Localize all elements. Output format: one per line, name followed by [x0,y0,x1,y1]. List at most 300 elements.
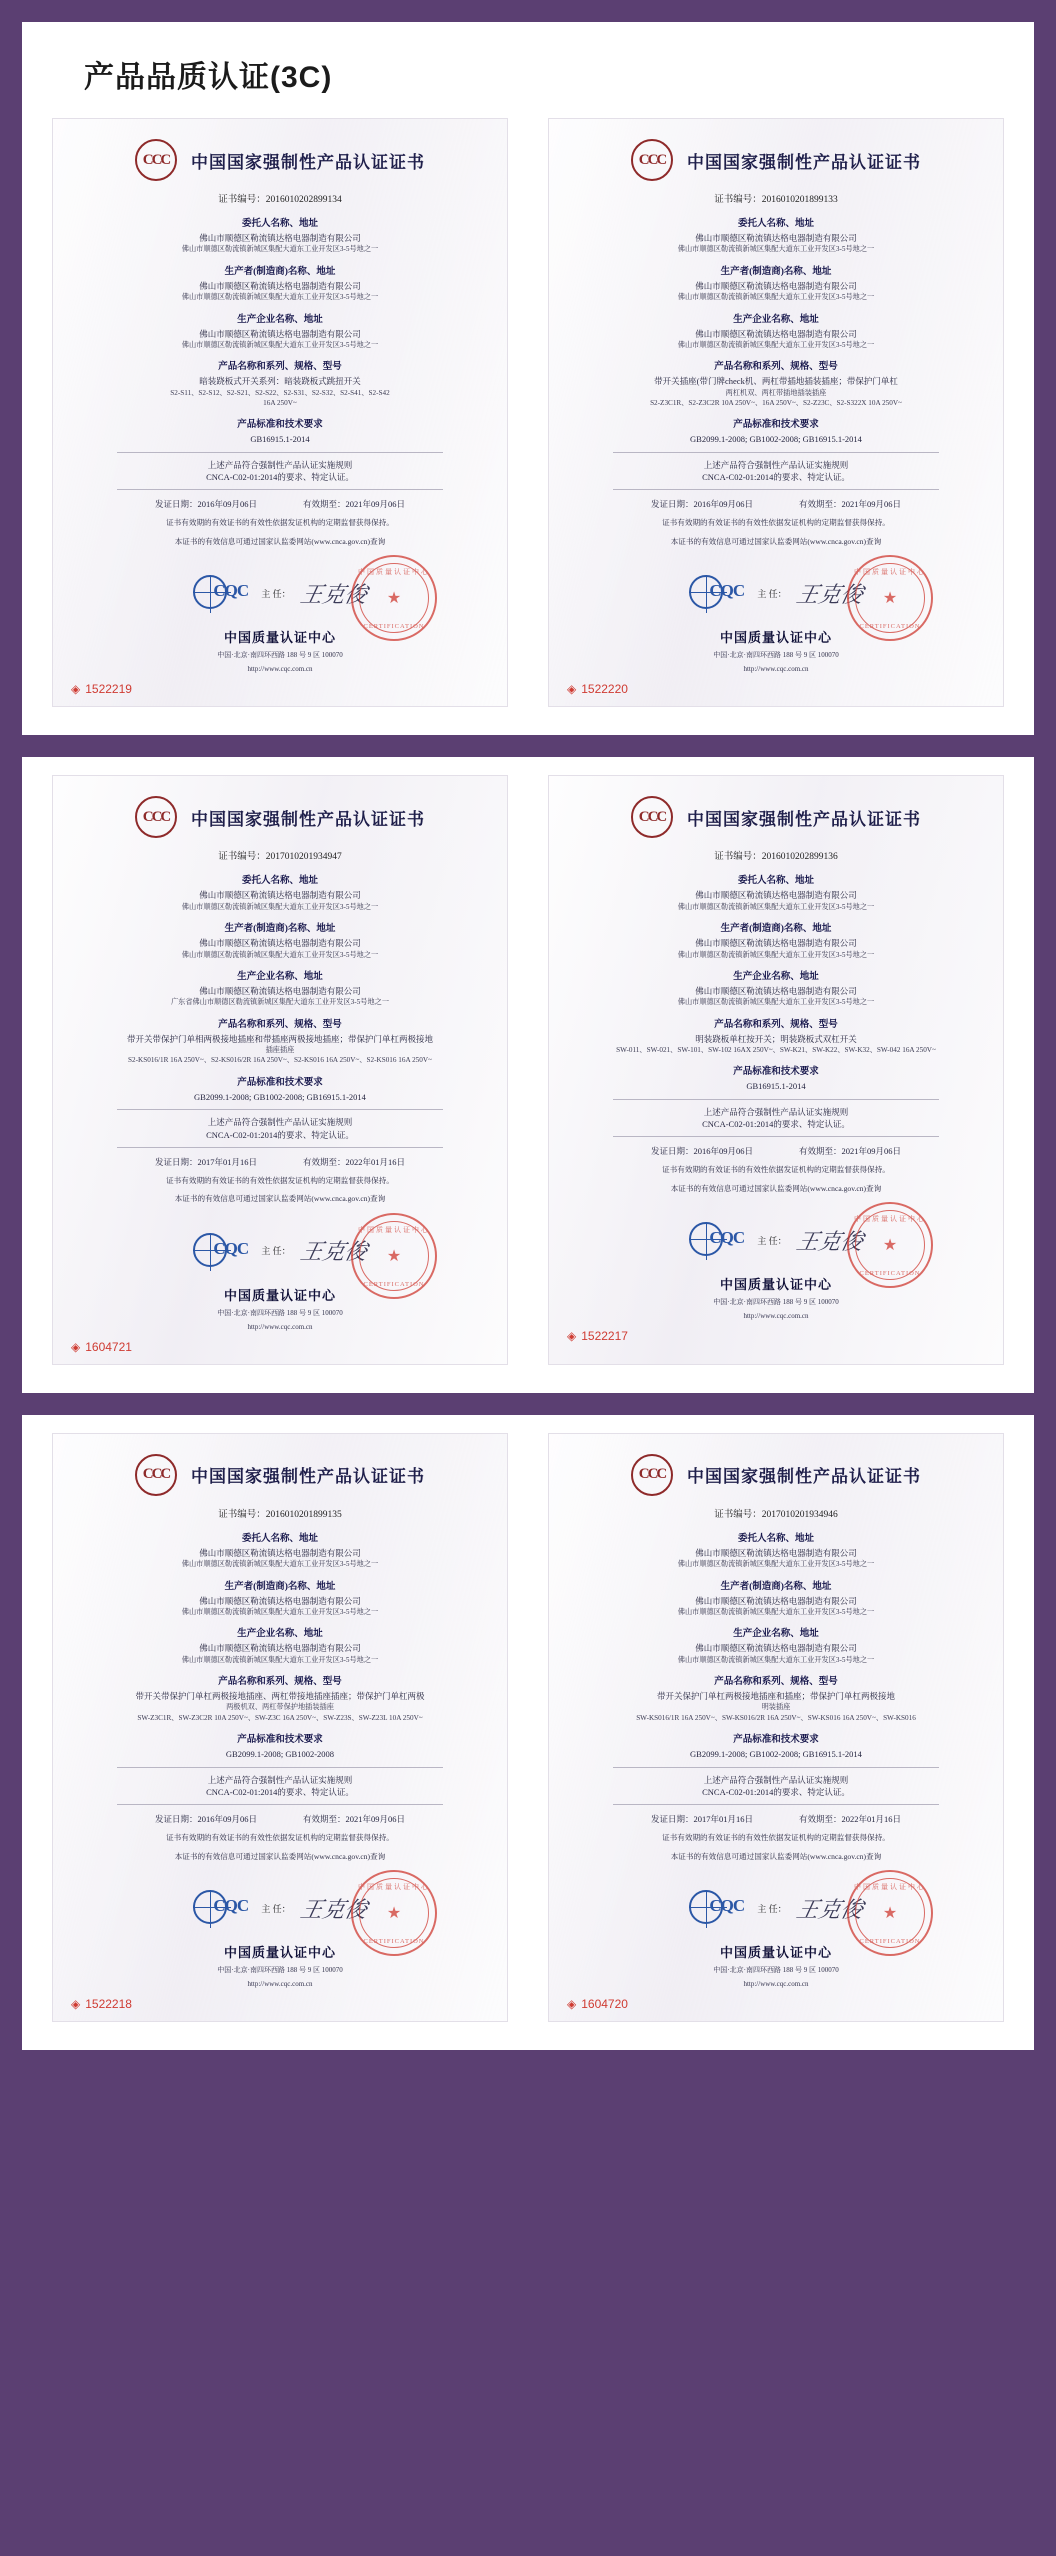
conformity-line-1: 上述产品符合强制性产品认证实施规则 [703,1774,849,1785]
note-line-1: 证书有效期的有效证书的有效性依据发证机构的定期监督获得保持。 [166,1175,394,1185]
factory-name: 佛山市顺德区勒流镇达格电器制造有限公司 [695,985,857,996]
applicant-label: 委托人名称、地址 [737,1533,814,1544]
manufacturer-address: 佛山市顺德区勒流镇新城区集配大道东工业开发区3-5号地之一 [181,950,379,959]
issue-date [155,1813,257,1825]
manufacturer-address: 佛山市顺德区勒流镇新城区集配大道东工业开发区3-5号地之一 [677,950,875,959]
certificate-card[interactable] [548,118,1004,707]
certificate-header [573,139,979,181]
manufacturer-address: 佛山市顺德区勒流镇新城区集配大道东工业开发区3-5号地之一 [677,1607,875,1616]
factory-address: 广东省佛山市顺德区勒流镇新城区集配大道东工业开发区3-5号地之一 [170,998,390,1007]
pin-icon: ◈ [71,1997,81,2012]
pin-icon: ◈ [71,682,81,697]
certificate-number-label: 证书编号： [714,1509,762,1520]
director-signature: 王克俊 [793,1228,866,1254]
issue-date [651,498,753,510]
note-line-2: 本证书的有效信息可通过国家认监委网站(www.cnca.gov.cn)查询 [174,536,386,546]
manufacturer-label: 生产者(制造商)名称、地址 [720,266,832,277]
certificate-card[interactable] [548,775,1004,1364]
valid-date-label: 有效期至： [303,1156,346,1167]
org-address-1: 中国·北京·南四环西路 188 号 9 区 100070 [217,651,343,660]
standard-value: GB16915.1-2014 [746,1081,806,1092]
factory-label: 生产企业名称、地址 [733,971,819,982]
org-website[interactable]: http://www.cqc.com.cn [247,665,313,674]
certificate-number-value: 2016010201899135 [265,1509,342,1520]
pin-icon: ◈ [567,1329,577,1344]
pin-icon: ◈ [567,682,577,697]
issue-date [155,1156,257,1168]
signature-area [573,1208,979,1278]
panel-row-2 [22,757,1034,1392]
issue-date [651,1145,753,1157]
factory-address: 佛山市顺德区勒流镇新城区集配大道东工业开发区3-5号地之一 [677,998,875,1007]
certificate-header [573,1454,979,1496]
date-row [573,1813,979,1825]
product-label: 产品名称和系列、规格、型号 [218,1677,342,1688]
org-website[interactable]: http://www.cqc.com.cn [743,665,809,674]
valid-date-label: 有效期至： [799,1146,842,1157]
director-label: 主 任： [757,1903,787,1914]
manufacturer-label: 生产者(制造商)名称、地址 [224,266,336,277]
product-line-3: S2-Z3C1R、S2-Z3C2R 10A 250V~、16A 250V~、S2-Z23C、S2-S322X 10A 250V~ [650,399,902,407]
product-line-3: S2-KS016/1R 16A 250V~、S2-KS016/2R 16A 250V~、S2-KS016 16A 250V~、S2-KS016 16A 250V~ [128,1056,432,1065]
org-website[interactable]: http://www.cqc.com.cn [247,1980,313,1989]
product-label: 产品名称和系列、规格、型号 [714,1677,838,1688]
product-line-2: 两极机双、两杠带保护地插装插座 [226,1703,334,1712]
valid-date [303,498,405,510]
director-label: 主 任： [261,1903,291,1914]
date-row [77,1156,483,1168]
certificate-number-value: 2017010201934946 [761,1509,838,1520]
certificate-caption [567,1329,985,1343]
issue-date-label: 发证日期： [154,1156,198,1167]
issue-date-value: 2016年09月06日 [693,1146,753,1157]
note-line-1: 证书有效期的有效证书的有效性依据发证机构的定期监督获得保持。 [662,518,890,528]
product-line-3: 16A 250V~ [263,399,297,407]
product-line-1: 带开关插座(带门牌check机、两杠带插地插装插座；带保护门单杠 [654,376,898,387]
applicant-address: 佛山市顺德区勒流镇新城区集配大道东工业开发区3-5号地之一 [181,245,379,254]
applicant-name: 佛山市顺德区勒流镇达格电器制造有限公司 [695,233,857,243]
page-title: 产品品质认证(3C) [84,61,333,94]
product-line-1: 暗装跷板式开关系列：暗装跷板式跳扭开关 [199,376,361,387]
factory-name: 佛山市顺德区勒流镇达格电器制造有限公司 [199,985,361,996]
product-line-1: 带开关带保护门单相两极接地插座和带插座两极接地插座；带保护门单杠两极接地 [126,1033,433,1044]
director-signature: 王克俊 [297,1239,370,1265]
certificate-caption-text: 1604720 [581,1997,628,2012]
applicant-label: 委托人名称、地址 [737,219,814,229]
valid-date [303,1813,405,1825]
certificate-title: 中国国家强制性产品认证证书 [687,809,921,829]
note-line-1: 证书有效期的有效证书的有效性依据发证机构的定期监督获得保持。 [166,518,394,528]
official-stamp-icon: 中国质量认证中心 ★ CERTIFICATION [351,1213,437,1299]
certificate-card[interactable] [52,118,508,707]
issue-date-value: 2016年09月06日 [693,499,753,510]
date-row [77,498,483,510]
stamp-bottom-text: CERTIFICATION [363,1280,425,1288]
certificate-number [77,848,483,862]
stamp-top-text: 中国质量认证中心 [358,1225,430,1234]
official-stamp-icon: 中国质量认证中心 ★ CERTIFICATION [351,1870,437,1956]
date-row [573,1145,979,1157]
cqc-logo-icon [193,1888,251,1928]
conformity-line-2: CNCA-C02-01:2014的要求、特定认证。 [702,1786,850,1797]
valid-date [799,1145,901,1157]
issuing-organization: 中国质量认证中心 [223,1287,336,1303]
stamp-bottom-text: CERTIFICATION [363,1938,425,1946]
standard-value: GB2099.1-2008; GB1002-2008; GB16915.1-2014 [690,1749,862,1760]
ccc-logo-icon: CCC [135,139,177,181]
manufacturer-name: 佛山市顺德区勒流镇达格电器制造有限公司 [695,938,857,949]
applicant-address: 佛山市顺德区勒流镇新城区集配大道东工业开发区3-5号地之一 [677,245,875,254]
conformity-line-1: 上述产品符合强制性产品认证实施规则 [207,1117,353,1128]
org-website[interactable]: http://www.cqc.com.cn [743,1312,809,1321]
conformity-line-2: CNCA-C02-01:2014的要求、特定认证。 [702,1119,850,1130]
certificate-caption-text: 1522217 [581,1329,628,1344]
certificate-title: 中国国家强制性产品认证证书 [687,152,921,172]
director-label: 主 任： [261,588,291,599]
org-address-1: 中国·北京·南四环西路 188 号 9 区 100070 [713,651,839,660]
certificate-number-label: 证书编号： [218,1509,266,1520]
valid-date-label: 有效期至： [303,499,346,510]
note-line-2: 本证书的有效信息可通过国家认监委网站(www.cnca.gov.cn)查询 [670,1183,882,1193]
cert-row-1 [52,118,1004,707]
divider [613,452,939,453]
manufacturer-address: 佛山市顺德区勒流镇新城区集配大道东工业开发区3-5号地之一 [677,293,875,302]
valid-date-label: 有效期至： [799,499,842,510]
certificate-number [573,191,979,205]
manufacturer-label: 生产者(制造商)名称、地址 [224,1581,336,1592]
director-label: 主 任： [261,1246,291,1257]
certificate-header [77,1454,483,1496]
cqc-logo-icon [689,1888,747,1928]
applicant-name: 佛山市顺德区勒流镇达格电器制造有限公司 [199,1547,361,1558]
stamp-top-text: 中国质量认证中心 [358,568,430,577]
certificate-card[interactable] [52,775,508,1364]
org-website[interactable]: http://www.cqc.com.cn [247,1322,313,1331]
panel-row-3 [22,1415,1034,2050]
divider [613,1136,939,1137]
standard-label: 产品标准和技术要求 [733,1735,819,1746]
applicant-name: 佛山市顺德区勒流镇达格电器制造有限公司 [695,890,857,901]
manufacturer-label: 生产者(制造商)名称、地址 [720,1581,832,1592]
cqc-logo-text: CQC [213,1238,249,1258]
applicant-label: 委托人名称、地址 [241,1533,318,1544]
certificate-header [573,796,979,838]
applicant-address: 佛山市顺德区勒流镇新城区集配大道东工业开发区3-5号地之一 [181,1560,379,1569]
cqc-logo-text: CQC [709,581,745,601]
stamp-top-text: 中国质量认证中心 [854,1215,926,1224]
cert-row-3 [52,1433,1004,2022]
conformity-line-1: 上述产品符合强制性产品认证实施规则 [207,459,353,470]
certificate-title: 中国国家强制性产品认证证书 [191,152,425,172]
applicant-label: 委托人名称、地址 [737,876,814,887]
note-line-1: 证书有效期的有效证书的有效性依据发证机构的定期监督获得保持。 [166,1833,394,1843]
certificate-caption [567,682,985,696]
certificate-number [77,191,483,205]
certificate-caption-text: 1604721 [85,1339,132,1354]
director-label: 主 任： [757,1235,787,1246]
cert-row-2 [52,775,1004,1364]
divider [613,1099,939,1100]
product-line-3: SW-KS016/1R 16A 250V~、SW-KS016/2R 16A 250V~、SW-KS016 16A 250V~、SW-KS016 [636,1713,916,1722]
divider [613,1804,939,1805]
certificate-number [573,848,979,862]
issue-date-label: 发证日期： [154,1814,198,1825]
stamp-bottom-text: CERTIFICATION [859,1938,921,1946]
divider [117,1767,443,1768]
manufacturer-label: 生产者(制造商)名称、地址 [720,924,832,935]
applicant-name: 佛山市顺德区勒流镇达格电器制造有限公司 [695,1547,857,1558]
product-line-2: 明装插座 [761,1703,791,1712]
factory-name: 佛山市顺德区勒流镇达格电器制造有限公司 [199,1643,361,1654]
stamp-bottom-text: CERTIFICATION [859,1270,921,1278]
product-line-2: 两杠机双、两杠带插地插装插座 [725,388,827,397]
product-line-3: SW-011、SW-021、SW-101、SW-102 16AX 250V~、SW-K21、SW-K22、SW-K32、SW-042 16A 250V~ [616,1046,936,1054]
note-line-1: 证书有效期的有效证书的有效性依据发证机构的定期监督获得保持。 [662,1833,890,1843]
issue-date-label: 发证日期： [650,1146,694,1157]
factory-address: 佛山市顺德区勒流镇新城区集配大道东工业开发区3-5号地之一 [677,1655,875,1664]
factory-name: 佛山市顺德区勒流镇达格电器制造有限公司 [695,328,857,339]
product-line-3: SW-Z3C1R、SW-Z3C2R 10A 250V~、SW-Z3C 16A 250V~、SW-Z23S、SW-Z23L 10A 250V~ [137,1713,423,1722]
certificate-title: 中国国家强制性产品认证证书 [191,1467,425,1487]
valid-date-value: 2022年01月16日 [345,1156,406,1167]
conformity-line-1: 上述产品符合强制性产品认证实施规则 [703,1106,849,1117]
certificate-caption-text: 1522220 [581,682,628,697]
standard-label: 产品标准和技术要求 [237,1077,323,1088]
issuing-organization: 中国质量认证中心 [223,1945,336,1961]
issue-date-label: 发证日期： [650,499,694,510]
certificate-number-label: 证书编号： [714,195,762,205]
conformity-line-1: 上述产品符合强制性产品认证实施规则 [207,1774,353,1785]
factory-address: 佛山市顺德区勒流镇新城区集配大道东工业开发区3-5号地之一 [181,340,379,349]
product-line-1: 带开关保护门单杠两极接地插座和插座；带保护门单杠两极接地 [656,1691,895,1702]
issue-date-value: 2017年01月16日 [197,1156,257,1167]
factory-address: 佛山市顺德区勒流镇新城区集配大道东工业开发区3-5号地之一 [181,1655,379,1664]
issuing-organization: 中国质量认证中心 [719,1945,832,1961]
director-signature: 王克俊 [793,1896,866,1922]
note-line-1: 证书有效期的有效证书的有效性依据发证机构的定期监督获得保持。 [662,1165,890,1175]
valid-date-value: 2021年09月06日 [345,499,406,510]
stamp-top-text: 中国质量认证中心 [854,1883,926,1892]
official-stamp-icon: 中国质量认证中心 ★ CERTIFICATION [847,1202,933,1288]
divider [117,1109,443,1110]
standard-value: GB16915.1-2014 [250,434,310,445]
standard-label: 产品标准和技术要求 [237,420,323,431]
divider [117,489,443,490]
certificate-number [573,1506,979,1520]
manufacturer-name: 佛山市顺德区勒流镇达格电器制造有限公司 [695,280,857,291]
manufacturer-name: 佛山市顺德区勒流镇达格电器制造有限公司 [199,938,361,949]
product-line-2: 插座插座 [265,1046,295,1054]
standard-label: 产品标准和技术要求 [733,420,819,431]
certificate-number-label: 证书编号： [714,852,762,863]
certificate-caption [567,1997,985,2011]
certificate-number-label: 证书编号： [218,852,266,863]
product-line-1: 带开关带保护门单杠两极接地插座、两杠带接地插座插座；带保护门单杠两极 [135,1691,425,1702]
certificate-number-value: 2017010201934947 [265,852,342,863]
official-stamp-icon: 中国质量认证中心 ★ CERTIFICATION [847,1870,933,1956]
divider [117,1147,443,1148]
signature-area [77,1219,483,1288]
divider [613,1767,939,1768]
valid-date [799,498,901,510]
ccc-logo-icon: CCC [135,1454,177,1496]
issue-date-label: 发证日期： [650,1814,694,1825]
applicant-address: 佛山市顺德区勒流镇新城区集配大道东工业开发区3-5号地之一 [181,902,379,911]
conformity-line-2: CNCA-C02-01:2014的要求、特定认证。 [702,472,850,483]
stamp-bottom-text: CERTIFICATION [363,623,425,631]
certificate-number-value: 2016010202899134 [265,195,342,205]
pin-icon: ◈ [567,1997,577,2012]
issue-date [155,498,257,510]
valid-date-label: 有效期至： [799,1814,842,1825]
valid-date-value: 2021年09月06日 [841,1146,902,1157]
product-line-1: 明装跷板单杠按开关；明装跷板式双杠开关 [695,1033,857,1044]
note-line-2: 本证书的有效信息可通过国家认监委网站(www.cnca.gov.cn)查询 [174,1194,386,1204]
product-line-2: S2-S11、S2-S12、S2-S21、S2-S22、S2-S31、S2-S32、S2-S41、S2-S42 [170,388,390,397]
org-address-1: 中国·北京·南四环西路 188 号 9 区 100070 [713,1966,839,1975]
product-label: 产品名称和系列、规格、型号 [218,362,342,373]
manufacturer-address: 佛山市顺德区勒流镇新城区集配大道东工业开发区3-5号地之一 [181,1607,379,1616]
conformity-line-1: 上述产品符合强制性产品认证实施规则 [703,459,849,470]
signature-area [573,561,979,631]
certificate-header [77,796,483,838]
stamp-top-text: 中国质量认证中心 [358,1883,430,1892]
date-row [573,498,979,510]
director-label: 主 任： [757,588,787,599]
issue-date-value: 2016年09月06日 [197,499,257,510]
cqc-logo-icon [689,573,747,613]
certificate-title: 中国国家强制性产品认证证书 [687,1467,921,1487]
org-website[interactable]: http://www.cqc.com.cn [743,1980,809,1989]
standard-label: 产品标准和技术要求 [237,1735,323,1746]
ccc-logo-icon: CCC [631,139,673,181]
valid-date-label: 有效期至： [303,1814,346,1825]
issue-date-value: 2016年09月06日 [197,1814,257,1825]
manufacturer-name: 佛山市顺德区勒流镇达格电器制造有限公司 [199,1595,361,1606]
applicant-address: 佛山市顺德区勒流镇新城区集配大道东工业开发区3-5号地之一 [677,902,875,911]
stamp-top-text: 中国质量认证中心 [854,568,926,577]
certificate-caption-text: 1522218 [85,1997,132,2012]
standard-label: 产品标准和技术要求 [733,1067,819,1078]
certificate-number-value: 2016010202899136 [761,852,838,863]
conformity-line-2: CNCA-C02-01:2014的要求、特定认证。 [206,472,354,483]
director-signature: 王克俊 [793,581,866,607]
pin-icon: ◈ [71,1339,81,1354]
note-line-2: 本证书的有效信息可通过国家认监委网站(www.cnca.gov.cn)查询 [670,1851,882,1861]
certificate-caption [71,1340,489,1354]
standard-value: GB2099.1-2008; GB1002-2008 [225,1749,335,1760]
note-line-2: 本证书的有效信息可通过国家认监委网站(www.cnca.gov.cn)查询 [670,536,882,546]
ccc-logo-icon: CCC [631,796,673,838]
issue-date-label: 发证日期： [154,499,198,510]
org-address-1: 中国·北京·南四环西路 188 号 9 区 100070 [713,1298,839,1307]
factory-name: 佛山市顺德区勒流镇达格电器制造有限公司 [695,1643,857,1654]
valid-date-value: 2022年01月16日 [841,1814,902,1825]
factory-label: 生产企业名称、地址 [237,314,323,325]
cqc-logo-text: CQC [709,1896,745,1916]
signature-area [77,561,483,631]
cqc-logo-text: CQC [213,1896,249,1916]
applicant-name: 佛山市顺德区勒流镇达格电器制造有限公司 [199,890,361,901]
divider [613,489,939,490]
stamp-bottom-text: CERTIFICATION [859,623,921,631]
certificate-header [77,139,483,181]
director-signature: 王克俊 [297,1896,370,1922]
applicant-label: 委托人名称、地址 [241,219,318,229]
date-row [77,1813,483,1825]
cqc-logo-icon [193,1231,251,1271]
issue-date-value: 2017年01月16日 [693,1814,753,1825]
standard-value: GB2099.1-2008; GB1002-2008; GB16915.1-2014 [690,434,862,445]
applicant-name: 佛山市顺德区勒流镇达格电器制造有限公司 [199,233,361,243]
certificate-caption [71,1997,489,2011]
applicant-label: 委托人名称、地址 [241,876,318,887]
certificate-title: 中国国家强制性产品认证证书 [191,809,425,829]
valid-date-value: 2021年09月06日 [841,499,902,510]
valid-date [799,1813,901,1825]
factory-label: 生产企业名称、地址 [237,1629,323,1640]
director-signature: 王克俊 [297,581,370,607]
ccc-logo-icon: CCC [135,796,177,838]
divider [117,1804,443,1805]
official-stamp-icon: 中国质量认证中心 ★ CERTIFICATION [847,555,933,641]
issue-date [651,1813,753,1825]
signature-area [573,1876,979,1946]
cqc-logo-icon [689,1220,747,1260]
panel-row-1 [22,22,1034,735]
ccc-logo-icon: CCC [631,1454,673,1496]
conformity-line-2: CNCA-C02-01:2014的要求、特定认证。 [206,1129,354,1140]
factory-label: 生产企业名称、地址 [237,971,323,982]
valid-date [303,1156,405,1168]
certificate-number-label: 证书编号： [218,195,266,205]
issuing-organization: 中国质量认证中心 [719,1277,832,1293]
product-label: 产品名称和系列、规格、型号 [714,362,838,373]
factory-label: 生产企业名称、地址 [733,314,819,325]
certificate-card[interactable] [548,1433,1004,2022]
manufacturer-address: 佛山市顺德区勒流镇新城区集配大道东工业开发区3-5号地之一 [181,293,379,302]
official-stamp-icon: 中国质量认证中心 ★ CERTIFICATION [351,555,437,641]
certificate-number-value: 2016010201899133 [761,195,838,205]
org-address-1: 中国·北京·南四环西路 188 号 9 区 100070 [217,1308,343,1317]
certificate-number [77,1506,483,1520]
product-label: 产品名称和系列、规格、型号 [714,1019,838,1030]
manufacturer-label: 生产者(制造商)名称、地址 [224,924,336,935]
divider [117,452,443,453]
cqc-logo-text: CQC [213,581,249,601]
valid-date-value: 2021年09月06日 [345,1814,406,1825]
cqc-logo-text: CQC [709,1228,745,1248]
cqc-logo-icon [193,573,251,613]
applicant-address: 佛山市顺德区勒流镇新城区集配大道东工业开发区3-5号地之一 [677,1560,875,1569]
factory-address: 佛山市顺德区勒流镇新城区集配大道东工业开发区3-5号地之一 [677,340,875,349]
issuing-organization: 中国质量认证中心 [719,630,832,646]
manufacturer-name: 佛山市顺德区勒流镇达格电器制造有限公司 [199,280,361,291]
org-address-1: 中国·北京·南四环西路 188 号 9 区 100070 [217,1966,343,1975]
note-line-2: 本证书的有效信息可通过国家认监委网站(www.cnca.gov.cn)查询 [174,1851,386,1861]
factory-label: 生产企业名称、地址 [733,1629,819,1640]
manufacturer-name: 佛山市顺德区勒流镇达格电器制造有限公司 [695,1595,857,1606]
conformity-line-2: CNCA-C02-01:2014的要求、特定认证。 [206,1786,354,1797]
signature-area [77,1876,483,1946]
factory-name: 佛山市顺德区勒流镇达格电器制造有限公司 [199,328,361,339]
certificate-card[interactable] [52,1433,508,2022]
certificate-caption-text: 1522219 [85,682,132,697]
product-label: 产品名称和系列、规格、型号 [218,1019,342,1030]
standard-value: GB2099.1-2008; GB1002-2008; GB16915.1-2014 [194,1091,366,1102]
certificate-caption [71,682,489,696]
issuing-organization: 中国质量认证中心 [223,630,336,646]
